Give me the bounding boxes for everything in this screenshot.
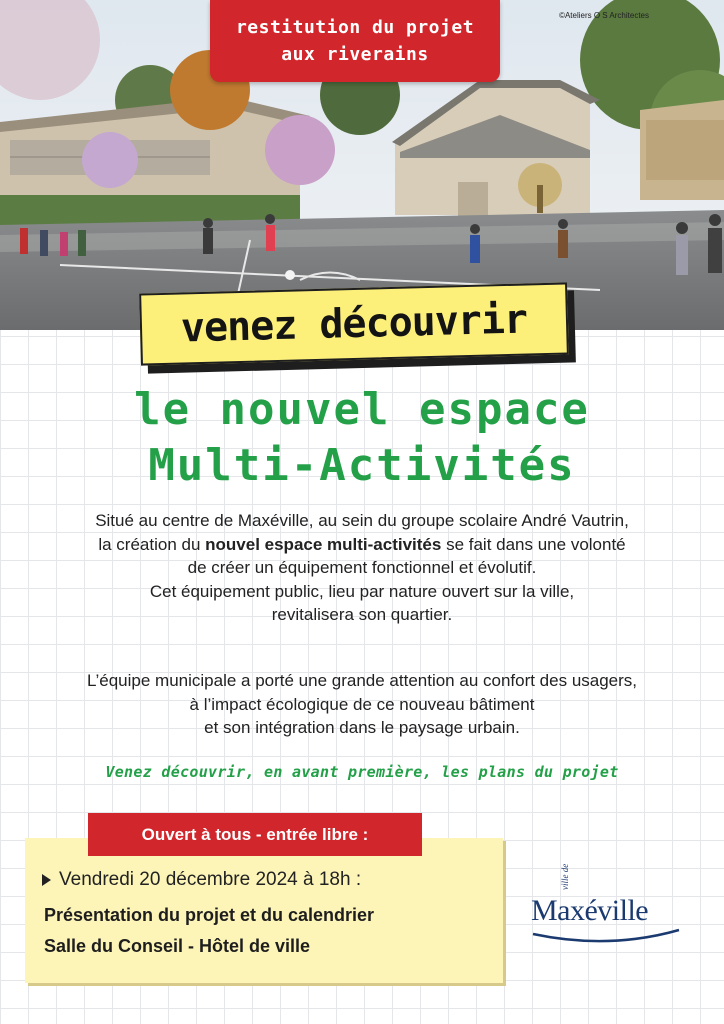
headline-line-2: Multi-Activités (148, 440, 576, 491)
event-description: Présentation du projet et du calendrier (44, 905, 375, 925)
headline-line-1: le nouvel espace (134, 384, 590, 435)
call-to-action: Venez découvrir, en avant première, les plans du projet (105, 763, 619, 781)
banner-line-1: restitution du projet (235, 17, 475, 38)
second-line: et son intégration dans le paysage urbain. (204, 718, 520, 737)
event-date-text: Vendredi 20 décembre 2024 à 18h : (59, 869, 362, 890)
second-line: à l’impact écologique de ce nouveau bâtiment (189, 694, 535, 714)
intro-line: la création du nouvel espace multi-activités se fait dans une volonté (98, 534, 626, 554)
logo-ville-de: ville de (560, 863, 570, 890)
second-paragraph (0, 669, 724, 740)
open-to-all-tag: Ouvert à tous - entrée libre : (88, 813, 422, 856)
intro-line: revitalisera son quartier. (271, 605, 453, 624)
intro-line: Situé au centre de Maxéville, au sein du groupe scolaire André Vautrin, (95, 511, 629, 530)
highlight-text: nouvel espace multi-activités (205, 534, 442, 554)
second-line: L’équipe municipale a porté une grande attention au confort des usagers, (86, 671, 638, 690)
banner-line-2: aux riverains (281, 44, 429, 65)
logo-swoosh-icon (529, 928, 689, 948)
logo-wordmark: Maxéville (531, 894, 649, 927)
event-location: Salle du Conseil - Hôtel de ville (44, 936, 311, 956)
intro-paragraph (0, 509, 724, 627)
intro-line: de créer un équipement fonctionnel et évolutif. (187, 558, 537, 577)
restitution-banner (210, 0, 500, 82)
play-triangle-icon (42, 874, 51, 886)
maxeville-logo (529, 863, 689, 956)
image-credit: ©Ateliers O S Architectes (559, 11, 649, 20)
event-date (42, 869, 361, 891)
title-box: venez découvrir (139, 282, 569, 365)
intro-line: Cet équipement public, lieu par nature ouvert sur la ville, (149, 581, 575, 601)
